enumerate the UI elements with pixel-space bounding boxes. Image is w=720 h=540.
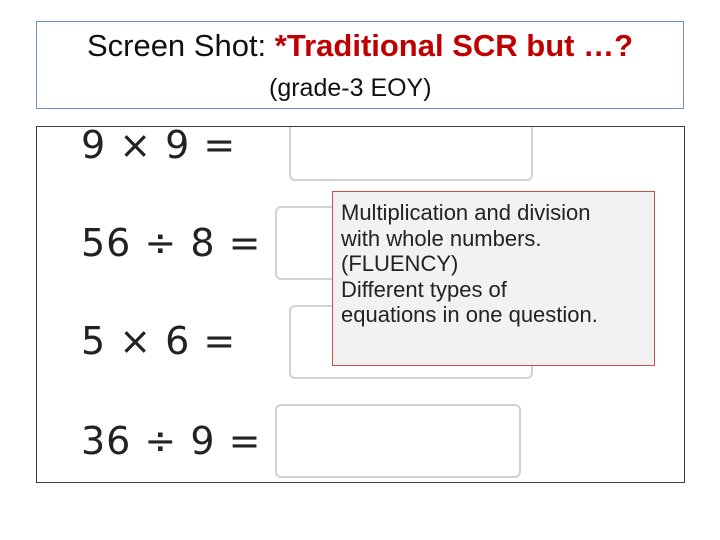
callout-line-5: equations in one question. <box>341 302 598 327</box>
title-prefix: Screen Shot: <box>86 28 275 63</box>
page-title <box>37 28 683 64</box>
equation-1: 9 × 9 = <box>81 126 237 167</box>
callout-line-1: Multiplication and division <box>341 200 591 225</box>
equation-4: 36 ÷ 9 = <box>81 419 262 463</box>
callout-line-2: with whole numbers. <box>341 225 542 251</box>
title-accent: *Traditional SCR but …? <box>274 28 634 63</box>
answer-input-4[interactable] <box>275 404 521 478</box>
page-subtitle: (grade-3 EOY) <box>269 74 432 102</box>
callout-line-4: Different types of <box>341 276 507 302</box>
equation-3: 5 × 6 = <box>81 319 237 363</box>
callout-line-3: (FLUENCY) <box>341 251 459 276</box>
answer-input-1[interactable] <box>289 126 533 181</box>
equation-2: 56 ÷ 8 = <box>81 221 262 265</box>
title-box <box>36 21 684 109</box>
callout-note <box>332 191 655 366</box>
